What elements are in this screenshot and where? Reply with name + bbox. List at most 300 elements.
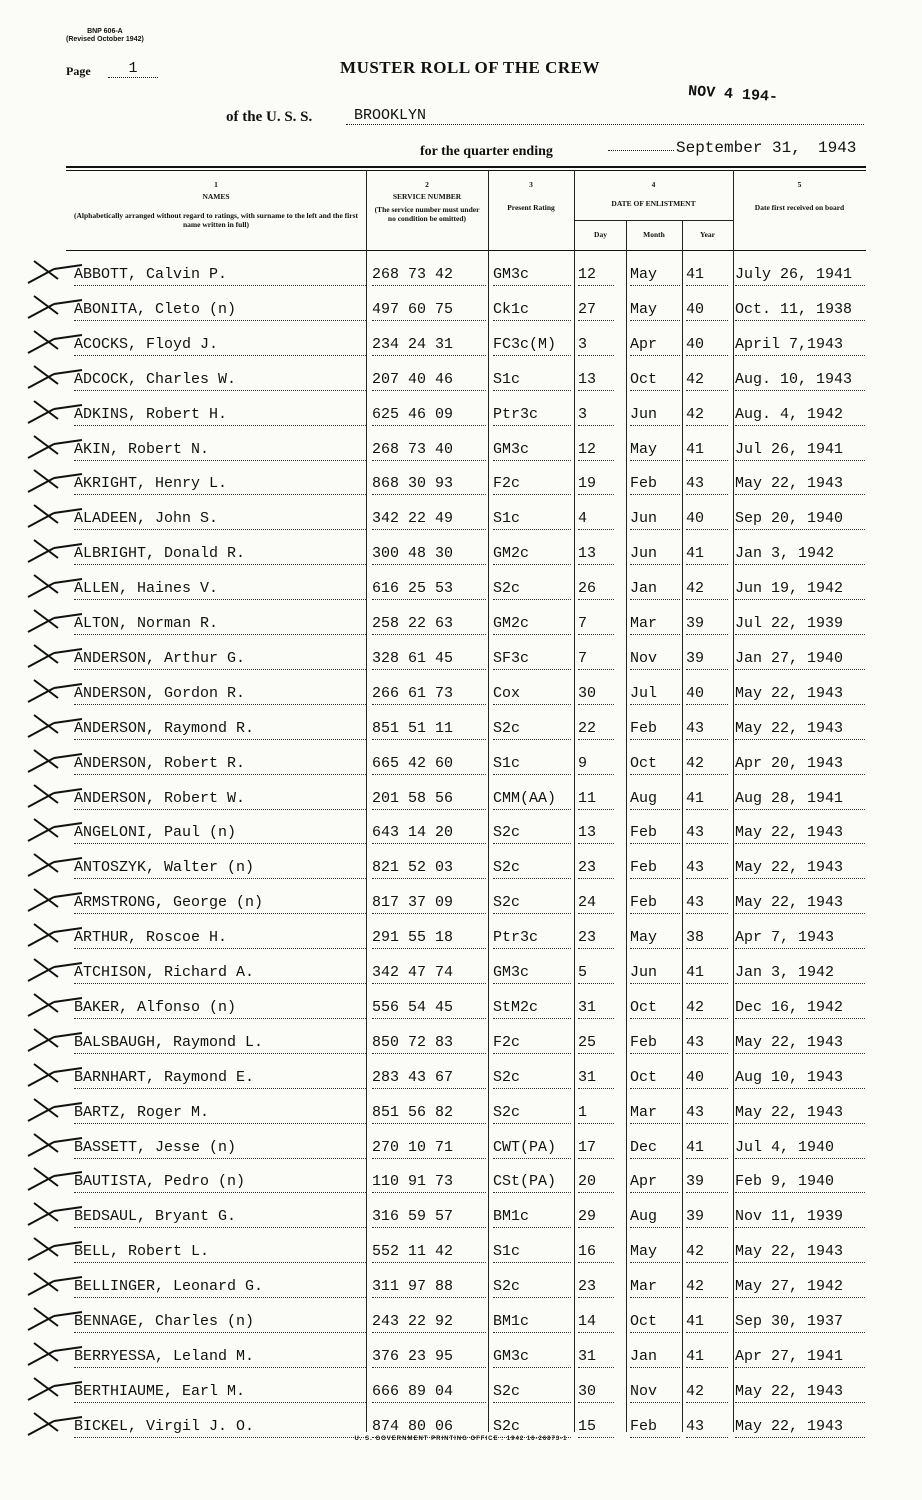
date-received: Apr 27, 1941 xyxy=(735,1347,865,1368)
table-row xyxy=(0,1277,922,1311)
present-rating: Cox xyxy=(493,684,571,705)
table-row xyxy=(0,614,922,648)
table-row xyxy=(0,335,922,369)
column-subheader-day: Day xyxy=(594,230,607,239)
enlistment-month: Oct xyxy=(630,754,680,775)
present-rating: S2c xyxy=(493,858,571,879)
column-note: (The service number must under no condition be omitted) xyxy=(374,205,480,223)
date-received: Aug. 10, 1943 xyxy=(735,370,865,391)
service-number: 268 73 40 xyxy=(372,440,486,461)
form-number-line2: (Revised October 1942) xyxy=(66,36,144,43)
present-rating: S2c xyxy=(493,893,571,914)
crew-name: ARTHUR, Roscoe H. xyxy=(74,928,366,949)
crew-name: ADCOCK, Charles W. xyxy=(74,370,366,391)
date-received: May 22, 1943 xyxy=(735,474,865,495)
present-rating: S1c xyxy=(493,370,571,391)
enlistment-month: Jun xyxy=(630,544,680,565)
service-number: 821 52 03 xyxy=(372,858,486,879)
date-received: Aug. 4, 1942 xyxy=(735,405,865,426)
present-rating: S1c xyxy=(493,754,571,775)
column-header-names xyxy=(66,180,366,229)
enlistment-day: 19 xyxy=(578,474,614,495)
table-row xyxy=(0,1312,922,1346)
crew-name: BASSETT, Jesse (n) xyxy=(74,1138,366,1159)
header-rule-top xyxy=(66,166,866,168)
service-number: 258 22 63 xyxy=(372,614,486,635)
present-rating: S2c xyxy=(493,1417,571,1438)
crew-name: ANDERSON, Robert W. xyxy=(74,789,366,810)
table-row xyxy=(0,1103,922,1137)
service-number: 311 97 88 xyxy=(372,1277,486,1298)
enlistment-year: 42 xyxy=(686,1242,728,1263)
enlistment-day: 13 xyxy=(578,823,614,844)
enlistment-year: 43 xyxy=(686,1417,728,1438)
crew-name: AKIN, Robert N. xyxy=(74,440,366,461)
date-received: May 22, 1943 xyxy=(735,1242,865,1263)
enlistment-year: 41 xyxy=(686,1312,728,1333)
table-row xyxy=(0,998,922,1032)
enlistment-year: 41 xyxy=(686,440,728,461)
enlistment-day: 24 xyxy=(578,893,614,914)
enlistment-day: 31 xyxy=(578,1347,614,1368)
table-row xyxy=(0,265,922,299)
date-received: Sep 30, 1937 xyxy=(735,1312,865,1333)
enlistment-year: 43 xyxy=(686,858,728,879)
date-received: Oct. 11, 1938 xyxy=(735,300,865,321)
service-number: 616 25 53 xyxy=(372,579,486,600)
enlistment-day: 30 xyxy=(578,684,614,705)
service-number: 665 42 60 xyxy=(372,754,486,775)
present-rating: S2c xyxy=(493,579,571,600)
present-rating: BM1c xyxy=(493,1312,571,1333)
enlistment-year: 42 xyxy=(686,370,728,391)
enlistment-year: 42 xyxy=(686,754,728,775)
enlistment-month: Oct xyxy=(630,998,680,1019)
enlistment-day: 29 xyxy=(578,1207,614,1228)
service-number: 868 30 93 xyxy=(372,474,486,495)
enlistment-day: 30 xyxy=(578,1382,614,1403)
enlistment-month: Jan xyxy=(630,579,680,600)
present-rating: S2c xyxy=(493,1103,571,1124)
crew-name: BELL, Robert L. xyxy=(74,1242,366,1263)
enlistment-year: 42 xyxy=(686,405,728,426)
date-received: Sep 20, 1940 xyxy=(735,509,865,530)
enlistment-day: 20 xyxy=(578,1172,614,1193)
enlistment-month: Apr xyxy=(630,335,680,356)
table-row xyxy=(0,440,922,474)
present-rating: SF3c xyxy=(493,649,571,670)
enlistment-year: 42 xyxy=(686,1277,728,1298)
crew-name: ATCHISON, Richard A. xyxy=(74,963,366,984)
service-number: 207 40 46 xyxy=(372,370,486,391)
enlistment-day: 13 xyxy=(578,370,614,391)
date-received: Jul 26, 1941 xyxy=(735,440,865,461)
crew-name: BARNHART, Raymond E. xyxy=(74,1068,366,1089)
present-rating: GM3c xyxy=(493,963,571,984)
enlistment-day: 3 xyxy=(578,405,614,426)
table-row xyxy=(0,928,922,962)
date-received: April 7,1943 xyxy=(735,335,865,356)
enlistment-month: Feb xyxy=(630,1033,680,1054)
enlistment-month: Oct xyxy=(630,1068,680,1089)
form-number-line1: BNP 606-A xyxy=(87,28,123,35)
table-row xyxy=(0,300,922,334)
enlistment-day: 3 xyxy=(578,335,614,356)
column-number: 3 xyxy=(529,180,533,189)
date-received: Jun 19, 1942 xyxy=(735,579,865,600)
enlistment-day: 26 xyxy=(578,579,614,600)
service-number: 497 60 75 xyxy=(372,300,486,321)
service-number: 874 80 06 xyxy=(372,1417,486,1438)
date-received: Jan 27, 1940 xyxy=(735,649,865,670)
enlistment-year: 43 xyxy=(686,719,728,740)
column-title: SERVICE NUMBER xyxy=(392,192,462,201)
service-number: 300 48 30 xyxy=(372,544,486,565)
service-number: 270 10 71 xyxy=(372,1138,486,1159)
enlistment-year: 39 xyxy=(686,614,728,635)
date-received: May 22, 1943 xyxy=(735,684,865,705)
enlistment-year: 40 xyxy=(686,509,728,530)
present-rating: BM1c xyxy=(493,1207,571,1228)
enlistment-month: Nov xyxy=(630,1382,680,1403)
table-row xyxy=(0,1347,922,1381)
present-rating: S2c xyxy=(493,1277,571,1298)
enlistment-month: Feb xyxy=(630,474,680,495)
crew-name: ALBRIGHT, Donald R. xyxy=(74,544,366,565)
enlistment-day: 9 xyxy=(578,754,614,775)
crew-name: BENNAGE, Charles (n) xyxy=(74,1312,366,1333)
date-received: Jan 3, 1942 xyxy=(735,963,865,984)
enlistment-month: Jun xyxy=(630,405,680,426)
enlistment-month: Apr xyxy=(630,1172,680,1193)
enlistment-day: 16 xyxy=(578,1242,614,1263)
enlistment-year: 42 xyxy=(686,579,728,600)
present-rating: S2c xyxy=(493,823,571,844)
crew-name: ANTOSZYK, Walter (n) xyxy=(74,858,366,879)
date-received: Apr 20, 1943 xyxy=(735,754,865,775)
table-row xyxy=(0,579,922,613)
table-row xyxy=(0,544,922,578)
ship-name: BROOKLYN xyxy=(346,107,864,125)
enlistment-month: Dec xyxy=(630,1138,680,1159)
enlistment-year: 39 xyxy=(686,1172,728,1193)
enlistment-day: 22 xyxy=(578,719,614,740)
enlistment-day: 23 xyxy=(578,1277,614,1298)
table-row xyxy=(0,893,922,927)
date-received: Jan 3, 1942 xyxy=(735,544,865,565)
date-received: May 22, 1943 xyxy=(735,1417,865,1438)
date-received: Aug 10, 1943 xyxy=(735,1068,865,1089)
enlistment-month: Jul xyxy=(630,684,680,705)
enlistment-year: 43 xyxy=(686,823,728,844)
enlistment-day: 13 xyxy=(578,544,614,565)
crew-name: ALADEEN, John S. xyxy=(74,509,366,530)
page-title: MUSTER ROLL OF THE CREW xyxy=(340,58,600,77)
table-row xyxy=(0,649,922,683)
enlistment-year: 41 xyxy=(686,789,728,810)
enlistment-year: 40 xyxy=(686,684,728,705)
service-number: 552 11 42 xyxy=(372,1242,486,1263)
present-rating: S2c xyxy=(493,1068,571,1089)
table-row xyxy=(0,405,922,439)
column-header-received xyxy=(733,180,866,212)
service-number: 851 56 82 xyxy=(372,1103,486,1124)
enlistment-year: 39 xyxy=(686,649,728,670)
enlistment-year: 43 xyxy=(686,1103,728,1124)
present-rating: GM3c xyxy=(493,440,571,461)
date-received: Aug 28, 1941 xyxy=(735,789,865,810)
crew-name: ABONITA, Cleto (n) xyxy=(74,300,366,321)
page-label: Page xyxy=(66,64,91,78)
enlistment-year: 42 xyxy=(686,1382,728,1403)
enlistment-day: 12 xyxy=(578,265,614,286)
present-rating: CSt(PA) xyxy=(493,1172,571,1193)
enlistment-year: 41 xyxy=(686,1138,728,1159)
enlistment-day: 5 xyxy=(578,963,614,984)
date-received: Jul 4, 1940 xyxy=(735,1138,865,1159)
present-rating: S1c xyxy=(493,509,571,530)
enlistment-month: May xyxy=(630,300,680,321)
table-row xyxy=(0,719,922,753)
present-rating: GM2c xyxy=(493,614,571,635)
service-number: 110 91 73 xyxy=(372,1172,486,1193)
column-title: DATE OF ENLISTMENT xyxy=(611,199,696,208)
date-received: May 22, 1943 xyxy=(735,858,865,879)
date-received: May 22, 1943 xyxy=(735,1382,865,1403)
enlistment-year: 38 xyxy=(686,928,728,949)
present-rating: GM3c xyxy=(493,265,571,286)
enlistment-year: 40 xyxy=(686,1068,728,1089)
service-number: 851 51 11 xyxy=(372,719,486,740)
enlistment-day: 7 xyxy=(578,649,614,670)
present-rating: StM2c xyxy=(493,998,571,1019)
date-received: May 22, 1943 xyxy=(735,719,865,740)
service-number: 234 24 31 xyxy=(372,335,486,356)
service-number: 342 22 49 xyxy=(372,509,486,530)
service-number: 291 55 18 xyxy=(372,928,486,949)
enlistment-month: Oct xyxy=(630,1312,680,1333)
service-number: 268 73 42 xyxy=(372,265,486,286)
enlistment-year: 41 xyxy=(686,265,728,286)
crew-name: BAUTISTA, Pedro (n) xyxy=(74,1172,366,1193)
column-header-enlistment xyxy=(574,180,733,208)
date-received: May 22, 1943 xyxy=(735,893,865,914)
present-rating: Ptr3c xyxy=(493,405,571,426)
column-number: 1 xyxy=(214,180,218,189)
service-number: 342 47 74 xyxy=(372,963,486,984)
table-row xyxy=(0,1172,922,1206)
crew-name: BEDSAUL, Bryant G. xyxy=(74,1207,366,1228)
enlistment-day: 11 xyxy=(578,789,614,810)
date-received: Dec 16, 1942 xyxy=(735,998,865,1019)
service-number: 556 54 45 xyxy=(372,998,486,1019)
present-rating: CWT(PA) xyxy=(493,1138,571,1159)
service-number: 283 43 67 xyxy=(372,1068,486,1089)
table-row xyxy=(0,1138,922,1172)
present-rating: Ptr3c xyxy=(493,928,571,949)
crew-name: ANDERSON, Robert R. xyxy=(74,754,366,775)
date-received: May 22, 1943 xyxy=(735,1103,865,1124)
enlistment-month: May xyxy=(630,928,680,949)
date-received: May 27, 1942 xyxy=(735,1277,865,1298)
crew-name: BARTZ, Roger M. xyxy=(74,1103,366,1124)
date-received: Jul 22, 1939 xyxy=(735,614,865,635)
enlistment-year: 43 xyxy=(686,474,728,495)
crew-name: BALSBAUGH, Raymond L. xyxy=(74,1033,366,1054)
table-row xyxy=(0,1242,922,1276)
enlistment-day: 23 xyxy=(578,858,614,879)
quarter-label: for the quarter ending xyxy=(420,144,553,159)
crew-name: BERRYESSA, Leland M. xyxy=(74,1347,366,1368)
enlistment-month: Feb xyxy=(630,893,680,914)
enlistment-day: 27 xyxy=(578,300,614,321)
enlistment-day: 25 xyxy=(578,1033,614,1054)
present-rating: S2c xyxy=(493,719,571,740)
present-rating: F2c xyxy=(493,1033,571,1054)
date-received: July 26, 1941 xyxy=(735,265,865,286)
header-rule-top-thin xyxy=(66,170,866,171)
enlistment-month: Mar xyxy=(630,1103,680,1124)
table-row xyxy=(0,509,922,543)
enlistment-month: May xyxy=(630,1242,680,1263)
crew-name: ADKINS, Robert H. xyxy=(74,405,366,426)
crew-name: ANDERSON, Arthur G. xyxy=(74,649,366,670)
enlistment-day: 31 xyxy=(578,998,614,1019)
enlistment-month: Jan xyxy=(630,1347,680,1368)
table-row xyxy=(0,1417,922,1451)
table-row xyxy=(0,1033,922,1067)
enlistment-year: 41 xyxy=(686,963,728,984)
enlistment-month: May xyxy=(630,265,680,286)
service-number: 316 59 57 xyxy=(372,1207,486,1228)
crew-name: ARMSTRONG, George (n) xyxy=(74,893,366,914)
enlistment-year: 41 xyxy=(686,1347,728,1368)
table-row xyxy=(0,789,922,823)
present-rating: GM3c xyxy=(493,1347,571,1368)
enlistment-day: 14 xyxy=(578,1312,614,1333)
header-rule-bottom xyxy=(66,250,866,251)
table-row xyxy=(0,370,922,404)
enlistment-month: Oct xyxy=(630,370,680,391)
enlistment-year: 40 xyxy=(686,335,728,356)
present-rating: S2c xyxy=(493,1382,571,1403)
service-number: 850 72 83 xyxy=(372,1033,486,1054)
enlistment-day: 17 xyxy=(578,1138,614,1159)
column-title: Present Rating xyxy=(507,203,555,212)
table-row xyxy=(0,1068,922,1102)
column-title: Date first received on board xyxy=(754,203,845,212)
printer-imprint: U. S. GOVERNMENT PRINTING OFFICE : 1942 16-26873-1 xyxy=(354,1436,568,1442)
column-header-rating xyxy=(488,180,574,212)
crew-name: BERTHIAUME, Earl M. xyxy=(74,1382,366,1403)
ship-label: of the U. S. S. xyxy=(226,109,313,125)
form-number xyxy=(66,28,144,44)
enlistment-day: 23 xyxy=(578,928,614,949)
enlistment-day: 7 xyxy=(578,614,614,635)
table-row xyxy=(0,1207,922,1241)
enlistment-month: Feb xyxy=(630,858,680,879)
service-number: 328 61 45 xyxy=(372,649,486,670)
table-row xyxy=(0,963,922,997)
enlistment-month: Aug xyxy=(630,1207,680,1228)
crew-name: ABBOTT, Calvin P. xyxy=(74,265,366,286)
crew-name: ACOCKS, Floyd J. xyxy=(74,335,366,356)
service-number: 625 46 09 xyxy=(372,405,486,426)
date-stamp: NOV 4 194- xyxy=(687,82,779,107)
date-received: May 22, 1943 xyxy=(735,823,865,844)
quarter-date: September 31, xyxy=(676,139,801,157)
quarter-leader xyxy=(608,150,674,151)
table-row xyxy=(0,474,922,508)
crew-name: ANDERSON, Gordon R. xyxy=(74,684,366,705)
date-received: Feb 9, 1940 xyxy=(735,1172,865,1193)
enlistment-day: 12 xyxy=(578,440,614,461)
present-rating: S1c xyxy=(493,1242,571,1263)
crew-name: ALLEN, Haines V. xyxy=(74,579,366,600)
enlistment-year: 42 xyxy=(686,998,728,1019)
present-rating: CMM(AA) xyxy=(493,789,571,810)
table-row xyxy=(0,823,922,857)
quarter-year: 1943 xyxy=(818,139,857,157)
enlistment-month: Mar xyxy=(630,1277,680,1298)
enlistment-month: Feb xyxy=(630,1417,680,1438)
date-received: Apr 7, 1943 xyxy=(735,928,865,949)
present-rating: F2c xyxy=(493,474,571,495)
enlistment-month: Mar xyxy=(630,614,680,635)
crew-name: BELLINGER, Leonard G. xyxy=(74,1277,366,1298)
enlistment-month: Jun xyxy=(630,509,680,530)
service-number: 817 37 09 xyxy=(372,893,486,914)
service-number: 266 61 73 xyxy=(372,684,486,705)
table-row xyxy=(0,684,922,718)
enlistment-day: 1 xyxy=(578,1103,614,1124)
column-header-service-number xyxy=(366,180,488,223)
service-number: 666 89 04 xyxy=(372,1382,486,1403)
table-row xyxy=(0,1382,922,1416)
table-row xyxy=(0,858,922,892)
crew-name: BAKER, Alfonso (n) xyxy=(74,998,366,1019)
enlistment-month: Nov xyxy=(630,649,680,670)
enlistment-month: Aug xyxy=(630,789,680,810)
enlistment-year: 39 xyxy=(686,1207,728,1228)
crew-name: AKRIGHT, Henry L. xyxy=(74,474,366,495)
enlistment-year: 40 xyxy=(686,300,728,321)
column-number: 2 xyxy=(425,180,429,189)
service-number: 243 22 92 xyxy=(372,1312,486,1333)
enlistment-day: 15 xyxy=(578,1417,614,1438)
enlistment-month: Feb xyxy=(630,823,680,844)
enlistment-year: 41 xyxy=(686,544,728,565)
column-subheader-year: Year xyxy=(700,230,715,239)
present-rating: GM2c xyxy=(493,544,571,565)
present-rating: FC3c(M) xyxy=(493,335,571,356)
column-number: 4 xyxy=(651,180,656,189)
present-rating: Ck1c xyxy=(493,300,571,321)
column-number: 5 xyxy=(797,180,802,189)
crew-name: ANGELONI, Paul (n) xyxy=(74,823,366,844)
date-received: Nov 11, 1939 xyxy=(735,1207,865,1228)
enlistment-subrule xyxy=(575,220,733,221)
page-number: 1 xyxy=(108,60,158,78)
crew-name: BICKEL, Virgil J. O. xyxy=(74,1417,366,1438)
crew-name: ALTON, Norman R. xyxy=(74,614,366,635)
table-row xyxy=(0,754,922,788)
enlistment-year: 43 xyxy=(686,1033,728,1054)
enlistment-month: Jun xyxy=(630,963,680,984)
enlistment-year: 43 xyxy=(686,893,728,914)
column-subheader-month: Month xyxy=(643,230,665,239)
enlistment-day: 4 xyxy=(578,509,614,530)
